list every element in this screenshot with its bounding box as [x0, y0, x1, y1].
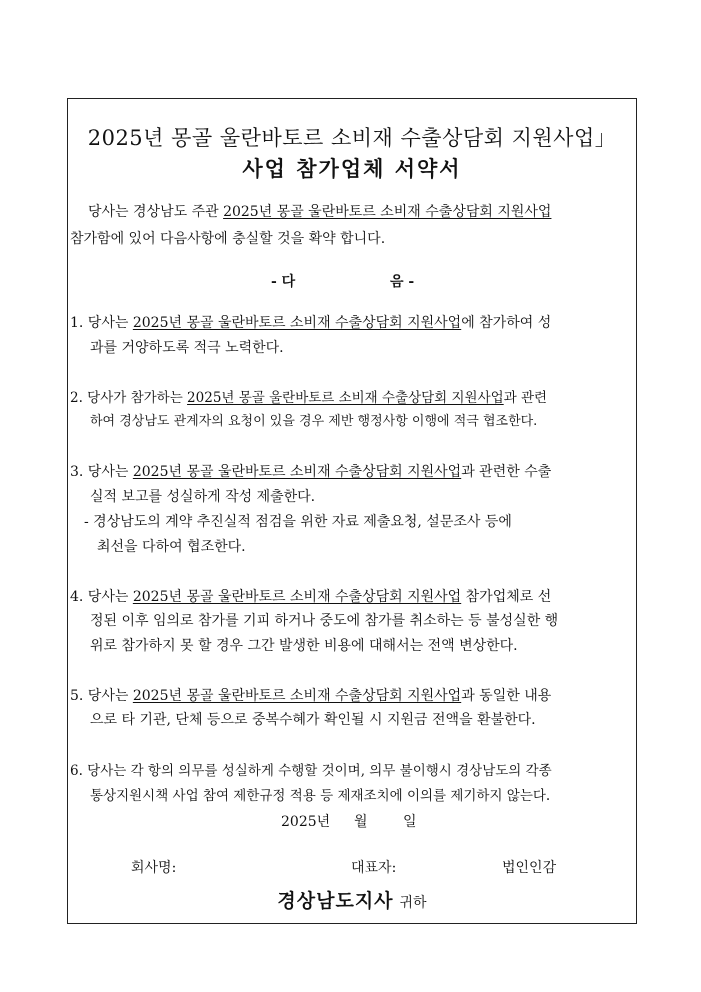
item-2-line-2: 하여 경상남도 관계자의 요청이 있을 경우 제반 행정사항 이행에 적극 협조한다.	[90, 414, 538, 429]
item-1-line-2: 과를 거양하도록 적극 노력한다.	[90, 340, 284, 356]
heading-right: 음 -	[390, 274, 415, 290]
item-3-line-2: 실적 보고를 성실하게 작성 제출한다.	[90, 489, 316, 505]
item-3-line-1: 3. 당사는 2025년 몽골 울란바토르 소비재 수출상담회 지원사업과 관련한 수출	[70, 464, 552, 480]
item-5-line-1: 5. 당사는 2025년 몽골 울란바토르 소비재 수출상담회 지원사업과 동일한 내용	[70, 688, 552, 704]
company-name-label: 회사명:	[131, 860, 177, 876]
title-line-2: 사업 참가업체 서약서	[242, 156, 462, 181]
item-1-line-1: 1. 당사는 2025년 몽골 울란바토르 소비재 수출상담회 지원사업에 참가하여 성	[70, 315, 552, 331]
date-year: 2025년	[281, 814, 331, 830]
heading-left: - 다	[271, 274, 296, 290]
intro-line-2: 참가함에 있어 다음사항에 충실할 것을 확약 합니다.	[70, 231, 386, 247]
item-5-line-2: 으로 타 기관, 단체 등으로 중복수혜가 확인될 시 지원금 전액을 환불한다.	[90, 712, 536, 728]
item-6-line-2: 통상지원시책 사업 참여 제한규정 적용 등 제재조치에 이의를 제기하지 않는다.	[90, 788, 551, 804]
item-2-line-1: 2. 당사가 참가하는 2025년 몽골 울란바토르 소비재 수출상담회 지원사업과 관련	[70, 390, 548, 406]
title-line-1: 2025년 몽골 울란바토르 소비재 수출상담회 지원사업」	[87, 126, 617, 150]
date-day: 일	[403, 814, 417, 830]
addressee-name: 경상남도지사	[277, 890, 394, 912]
item-3-line-3: - 경상남도의 계약 추진실적 점검을 위한 자료 제출요청, 설문조사 등에	[84, 514, 512, 530]
item-6-line-1: 6. 당사는 각 항의 의무를 성실하게 수행할 것이며, 의무 불이행시 경상남도의 각종	[70, 763, 552, 779]
addressee	[67, 886, 637, 913]
intro-line-1: 당사는 경상남도 주관 2025년 몽골 울란바토르 소비재 수출상담회 지원사업	[88, 204, 552, 220]
addressee-honorific: 귀하	[399, 895, 427, 911]
date-month: 월	[354, 814, 368, 830]
representative-label: 대표자:	[351, 860, 397, 876]
item-4-line-1: 4. 당사는 2025년 몽골 울란바토르 소비재 수출상담회 지원사업 참가업체로 선	[70, 589, 552, 605]
corporate-seal-label: 법인인감	[502, 860, 557, 876]
item-4-line-2: 정된 이후 임의로 참가를 기피 하거나 중도에 참가를 취소하는 등 불성실한 행	[90, 613, 559, 629]
item-4-line-3: 위로 참가하지 못 할 경우 그간 발생한 비용에 대해서는 전액 변상한다.	[90, 638, 518, 654]
item-3-line-4: 최선을 다하여 협조한다.	[97, 539, 246, 555]
